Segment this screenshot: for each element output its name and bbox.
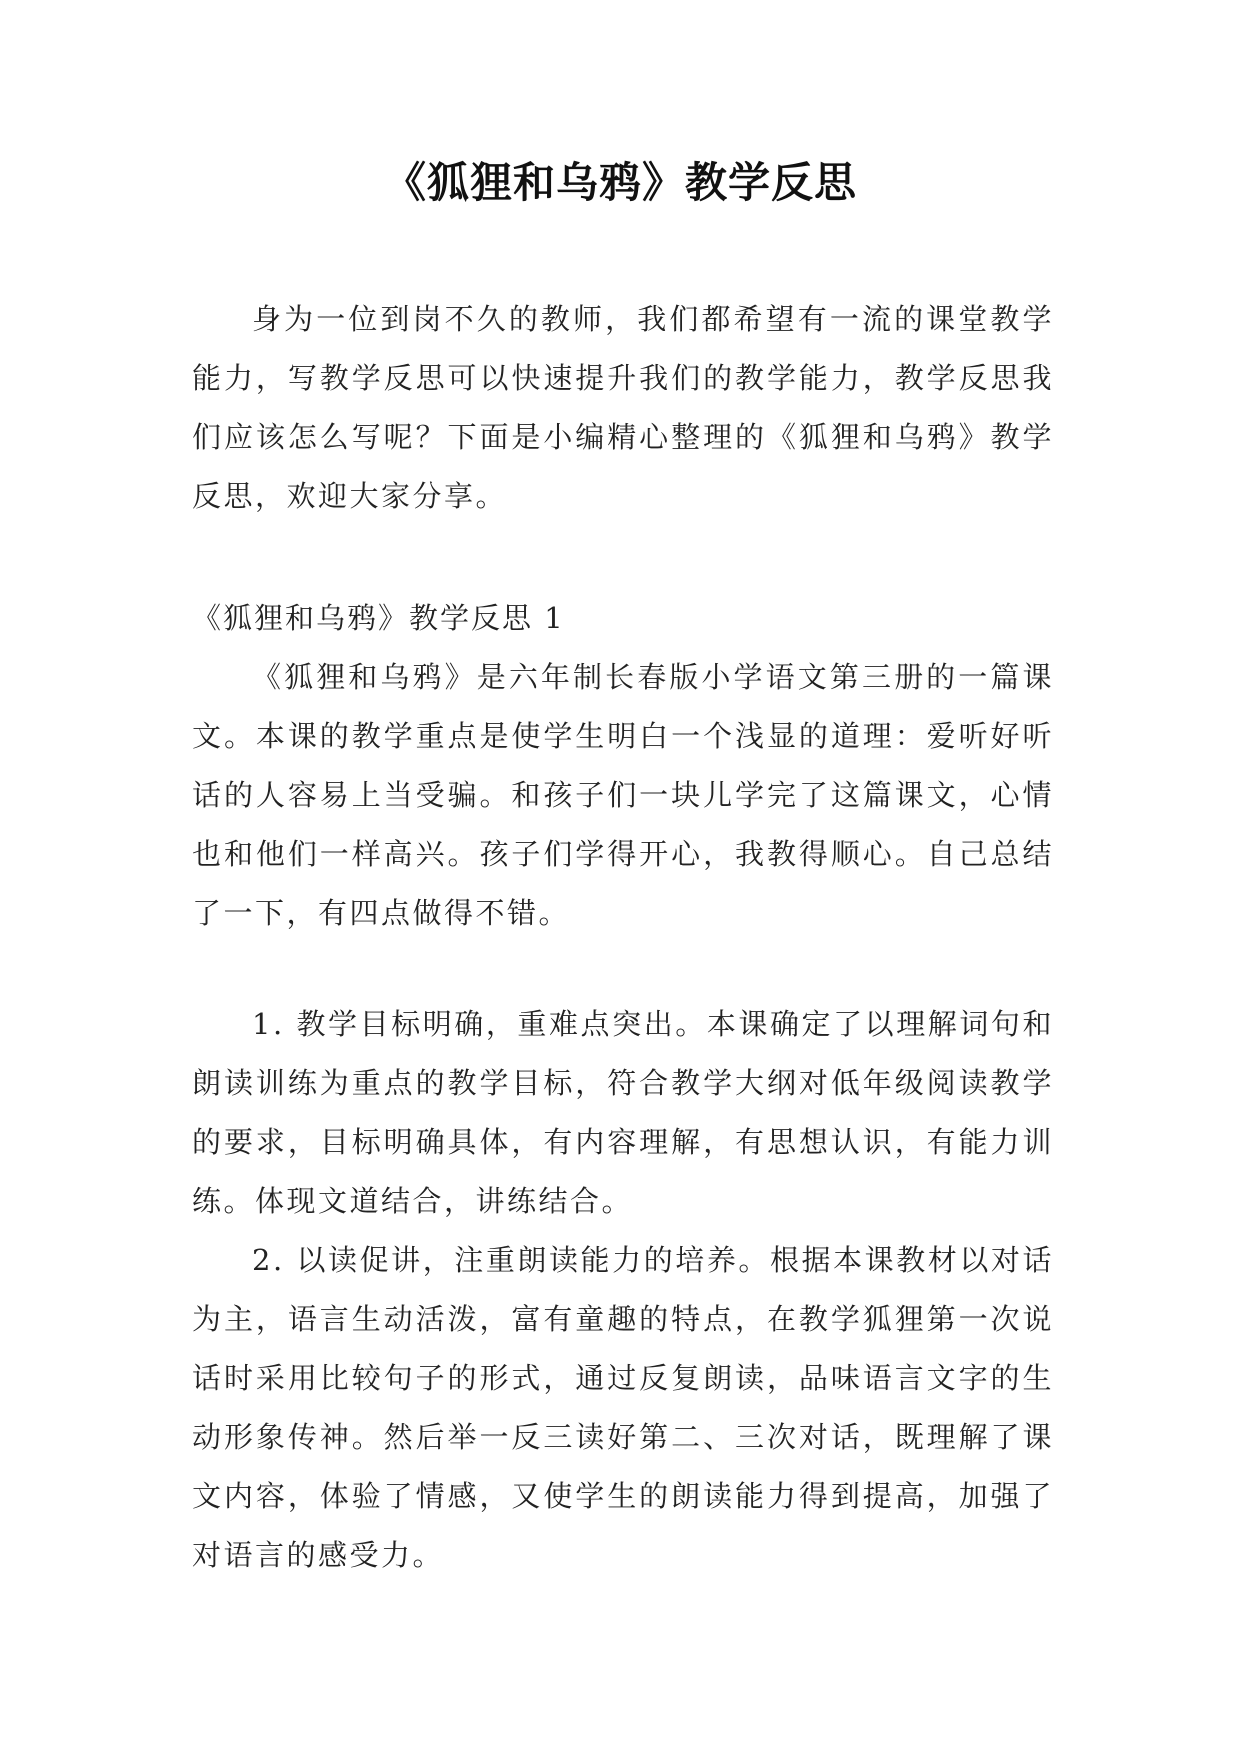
spacer bbox=[192, 526, 1054, 589]
document-title: 《狐狸和乌鸦》教学反思 bbox=[383, 158, 857, 207]
body-paragraph: 2. 以读促讲，注重朗读能力的培养。根据本课教材以对话为主，语言生动活泼，富有童趣的特点，在教学狐狸第一次说话时采用比较句子的形式，通过反复朗读，品味语言文字的生动形象传神。然后举一反三读好第二、三次对话，既理解了课文内容，体验了情感，又使学生的朗读能力得到提高，加强了对语言的感受力。 bbox=[192, 1243, 1054, 1572]
body-paragraph: 1. 教学目标明确，重难点突出。本课确定了以理解词句和朗读训练为重点的教学目标，符合教学大纲对低年级阅读教学的要求，目标明确具体，有内容理解，有思想认识，有能力训练。体现文道结合，讲练结合。 bbox=[192, 1007, 1054, 1218]
spacer bbox=[192, 943, 1054, 995]
intro-paragraph: 身为一位到岗不久的教师，我们都希望有一流的课堂教学能力，写教学反思可以快速提升我们的教学能力，教学反思我们应该怎么写呢？下面是小编精心整理的《狐狸和乌鸦》教学反思，欢迎大家分享。 bbox=[192, 302, 1054, 513]
document-body bbox=[192, 290, 1054, 1585]
body-paragraph: 《狐狸和乌鸦》是六年制长春版小学语文第三册的一篇课文。本课的教学重点是使学生明白一个浅显的道理：爱听好听话的人容易上当受骗。和孩子们一块儿学完了这篇课文，心情也和他们一样高兴。孩子们学得开心，我教得顺心。自己总结了一下，有四点做得不错。 bbox=[192, 660, 1054, 930]
section-heading: 《狐狸和乌鸦》教学反思 1 bbox=[192, 601, 565, 635]
